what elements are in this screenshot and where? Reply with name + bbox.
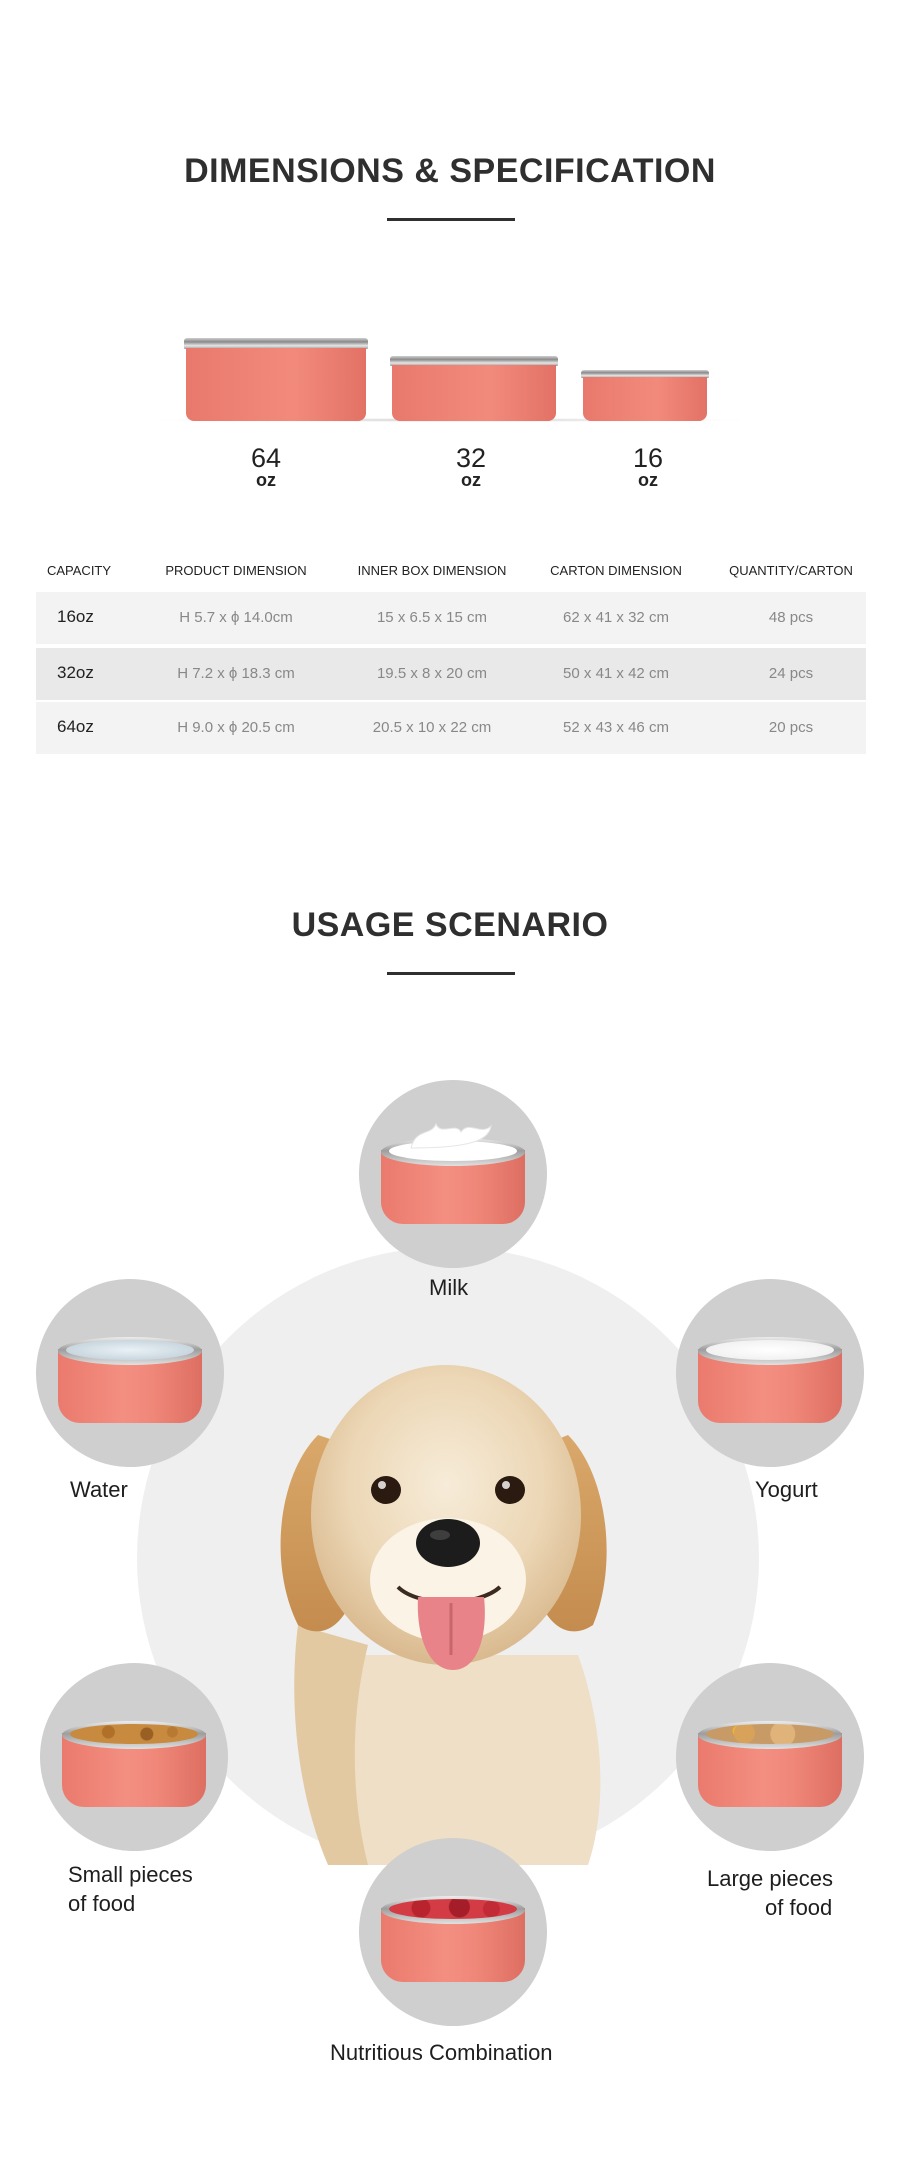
scenario-yogurt-label: Yogurt bbox=[755, 1477, 818, 1502]
scenario-large-food-label-line1: Large pieces bbox=[707, 1866, 833, 1891]
table-row bbox=[36, 592, 866, 644]
scenario-water-circle bbox=[36, 1279, 224, 1467]
scenario-water-label: Water bbox=[70, 1477, 128, 1502]
bowl-unit-16: oz bbox=[638, 470, 658, 490]
dimensions-title-underline bbox=[387, 218, 515, 221]
bowl-16oz-image bbox=[581, 370, 709, 421]
bowl-size-16: 16 bbox=[632, 443, 664, 473]
cell-capacity: 16oz bbox=[57, 607, 94, 626]
table-row bbox=[36, 702, 866, 754]
cell-carton-dimension: 52 x 43 x 46 cm bbox=[563, 719, 669, 736]
cell-carton-dimension: 50 x 41 x 42 cm bbox=[563, 665, 669, 682]
bowl-size-64: 64 bbox=[250, 443, 282, 473]
bowl-unit-64: oz bbox=[256, 470, 276, 490]
kibble-icon bbox=[70, 1724, 198, 1744]
header-quantity-carton: QUANTITY/CARTON bbox=[729, 563, 853, 578]
yogurt-icon bbox=[706, 1340, 834, 1360]
header-inner-box-dimension: INNER BOX DIMENSION bbox=[357, 563, 507, 578]
scenario-small-food-label-line2: of food bbox=[68, 1891, 136, 1916]
scenario-nutritious-circle bbox=[359, 1838, 547, 2026]
cell-inner-box-dimension: 19.5 x 8 x 20 cm bbox=[376, 665, 488, 682]
scenario-large-food-label-line2: of food bbox=[765, 1895, 833, 1920]
header-carton-dimension: CARTON DIMENSION bbox=[550, 563, 682, 578]
scenario-milk-label: Milk bbox=[429, 1275, 469, 1300]
usage-title-underline bbox=[387, 972, 515, 975]
bowl-64oz-image bbox=[184, 338, 368, 421]
milk-splash-icon bbox=[401, 1118, 501, 1152]
water-icon bbox=[66, 1340, 194, 1360]
cell-product-dimension: H 5.7 x ϕ 14.0cm bbox=[179, 609, 293, 626]
scenario-yogurt-circle bbox=[676, 1279, 864, 1467]
cell-capacity: 64oz bbox=[57, 717, 94, 736]
spec-table-header bbox=[36, 563, 866, 583]
cell-quantity: 48 pcs bbox=[768, 609, 814, 626]
scenario-small-food-circle bbox=[40, 1663, 228, 1851]
dimensions-title: DIMENSIONS & SPECIFICATION bbox=[184, 152, 716, 190]
scenario-nutritious-label: Nutritious Combination bbox=[330, 2040, 553, 2065]
golden-retriever-image bbox=[258, 1325, 638, 1865]
wet-food-icon bbox=[706, 1724, 834, 1744]
header-product-dimension: PRODUCT DIMENSION bbox=[165, 563, 307, 578]
cell-inner-box-dimension: 20.5 x 10 x 22 cm bbox=[372, 719, 492, 736]
usage-title: USAGE SCENARIO bbox=[291, 906, 609, 944]
cell-product-dimension: H 7.2 x ϕ 18.3 cm bbox=[177, 665, 295, 682]
cell-product-dimension: H 9.0 x ϕ 20.5 cm bbox=[177, 719, 295, 736]
bowl-32oz-image bbox=[390, 356, 558, 421]
bowl-unit-32: oz bbox=[461, 470, 481, 490]
table-row bbox=[36, 648, 866, 700]
header-capacity: CAPACITY bbox=[47, 563, 112, 578]
cell-quantity: 20 pcs bbox=[768, 719, 814, 736]
scenario-large-food-circle bbox=[676, 1663, 864, 1851]
cell-carton-dimension: 62 x 41 x 32 cm bbox=[563, 609, 669, 626]
scenario-milk-circle bbox=[359, 1080, 547, 1268]
scenario-small-food-label-line1: Small pieces bbox=[68, 1862, 193, 1887]
cell-quantity: 24 pcs bbox=[768, 665, 814, 682]
raw-meat-icon bbox=[389, 1899, 517, 1919]
bowl-size-32: 32 bbox=[455, 443, 487, 473]
cell-inner-box-dimension: 15 x 6.5 x 15 cm bbox=[376, 609, 488, 626]
cell-capacity: 32oz bbox=[57, 663, 94, 682]
